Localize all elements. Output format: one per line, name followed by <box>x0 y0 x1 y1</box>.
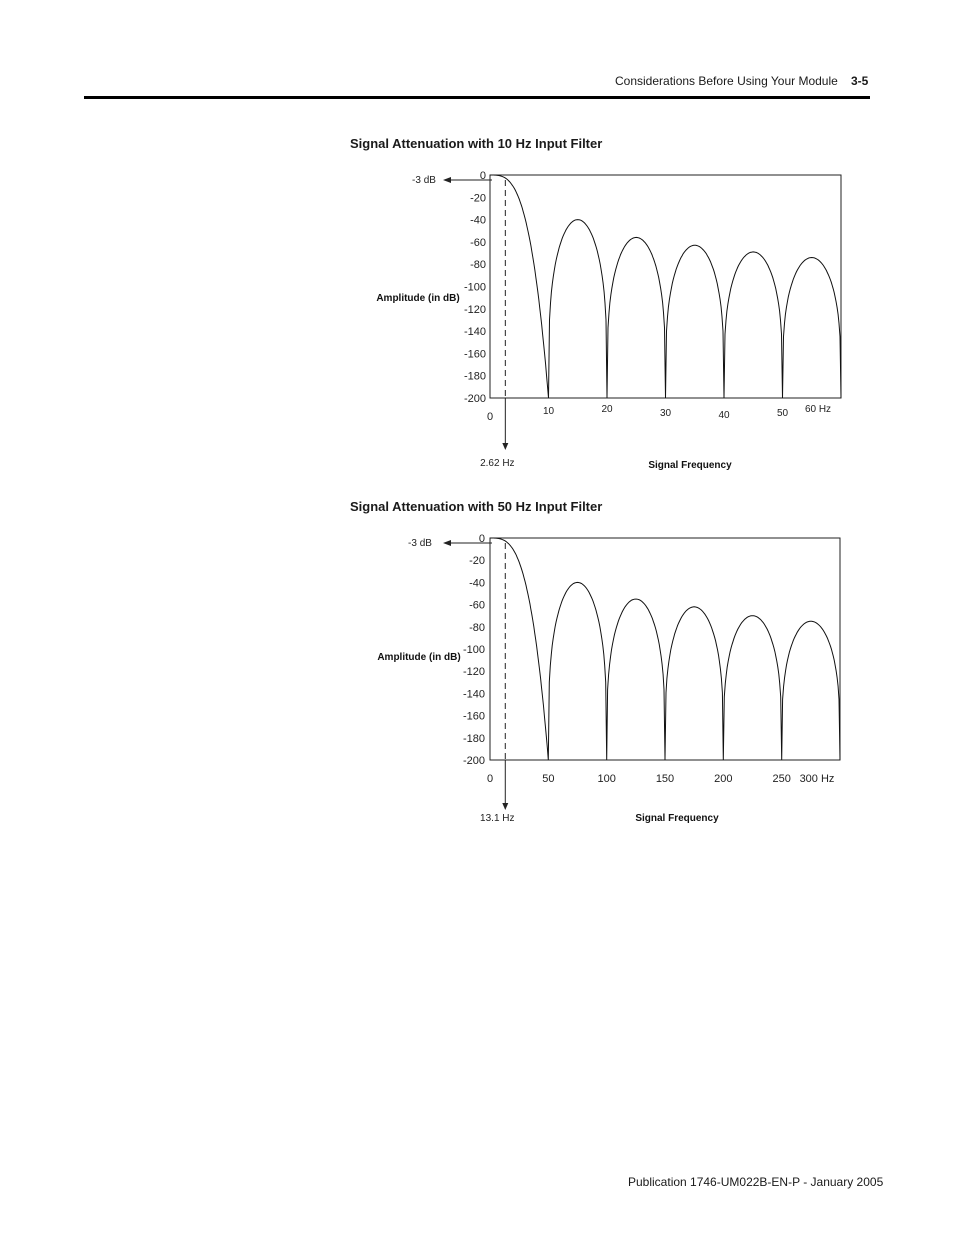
cutoff-freq-label: 2.62 Hz <box>480 458 515 469</box>
x-tick-label: 100 <box>597 773 616 785</box>
y-tick-label: -60 <box>469 599 485 612</box>
y-tick-label: -100 <box>463 281 486 294</box>
y-tick-label: -200 <box>463 393 486 405</box>
x-origin-label: 0 <box>486 773 494 785</box>
chart-1-10hz-filter <box>0 160 954 480</box>
footer-publication: Publication 1746-UM022B-EN-P - January 2005 <box>628 1175 884 1189</box>
cutoff-freq-label: 13.1 Hz <box>480 813 515 824</box>
y-tick-label: -160 <box>463 348 486 361</box>
header-page-number: 3-5 <box>851 74 869 88</box>
x-tick-label: 50 <box>776 408 789 419</box>
cutoff-freq-arrowhead <box>502 443 508 450</box>
y-tick-label: -80 <box>470 259 486 272</box>
x-tick-label: 30 <box>659 408 672 419</box>
y-tick-label: -20 <box>469 555 485 568</box>
y-tick-label: -120 <box>462 666 485 679</box>
y-tick-label: -40 <box>470 214 486 227</box>
cutoff-freq-arrowhead <box>502 803 508 810</box>
cutoff-db-label: -3 dB <box>412 175 436 186</box>
y-tick-label: -160 <box>462 710 485 723</box>
y-tick-label: -200 <box>462 755 485 767</box>
x-tick-label: 50 <box>542 773 555 785</box>
x-tick-label: 300 Hz <box>799 773 835 785</box>
x-tick-label: 20 <box>601 404 613 415</box>
y-tick-label: -20 <box>470 192 486 205</box>
x-tick-label: 10 <box>542 406 555 417</box>
chart-2-50hz-filter <box>0 522 954 832</box>
header-section-title: Considerations Before Using Your Module <box>615 74 838 88</box>
x-tick-label: 150 <box>655 773 675 785</box>
y-tick-label: -40 <box>469 577 485 590</box>
attenuation-curve <box>490 175 841 398</box>
cutoff-db-arrowhead <box>443 540 451 546</box>
x-tick-label: 250 <box>772 773 791 785</box>
y-axis-label: Amplitude (in dB) <box>377 652 461 663</box>
x-origin-label: 0 <box>486 411 494 423</box>
x-tick-label: 200 <box>714 773 733 785</box>
y-tick-label: -80 <box>469 621 485 634</box>
y-tick-label: -140 <box>462 688 485 701</box>
cutoff-db-label: -3 dB <box>408 538 432 549</box>
y-tick-label: -60 <box>470 236 486 249</box>
cutoff-db-arrowhead <box>443 177 451 183</box>
chart-2-title: Signal Attenuation with 50 Hz Input Filter <box>350 499 603 514</box>
y-tick-label: 0 <box>478 533 485 545</box>
x-tick-label: 40 <box>718 410 730 421</box>
x-axis-label: Signal Frequency <box>648 460 732 471</box>
attenuation-curve <box>490 538 840 760</box>
y-tick-label: -180 <box>463 370 486 383</box>
header-rule <box>84 96 870 99</box>
x-axis-label: Signal Frequency <box>635 813 719 824</box>
y-tick-label: -100 <box>462 644 485 656</box>
y-axis-label: Amplitude (in dB) <box>376 293 460 304</box>
chart-1-title: Signal Attenuation with 10 Hz Input Filter <box>350 136 603 151</box>
y-tick-label: -120 <box>463 303 486 316</box>
y-tick-label: 0 <box>479 170 486 182</box>
y-tick-label: -140 <box>463 326 486 339</box>
x-tick-label: 60 Hz <box>804 404 832 415</box>
y-tick-label: -180 <box>462 732 485 745</box>
